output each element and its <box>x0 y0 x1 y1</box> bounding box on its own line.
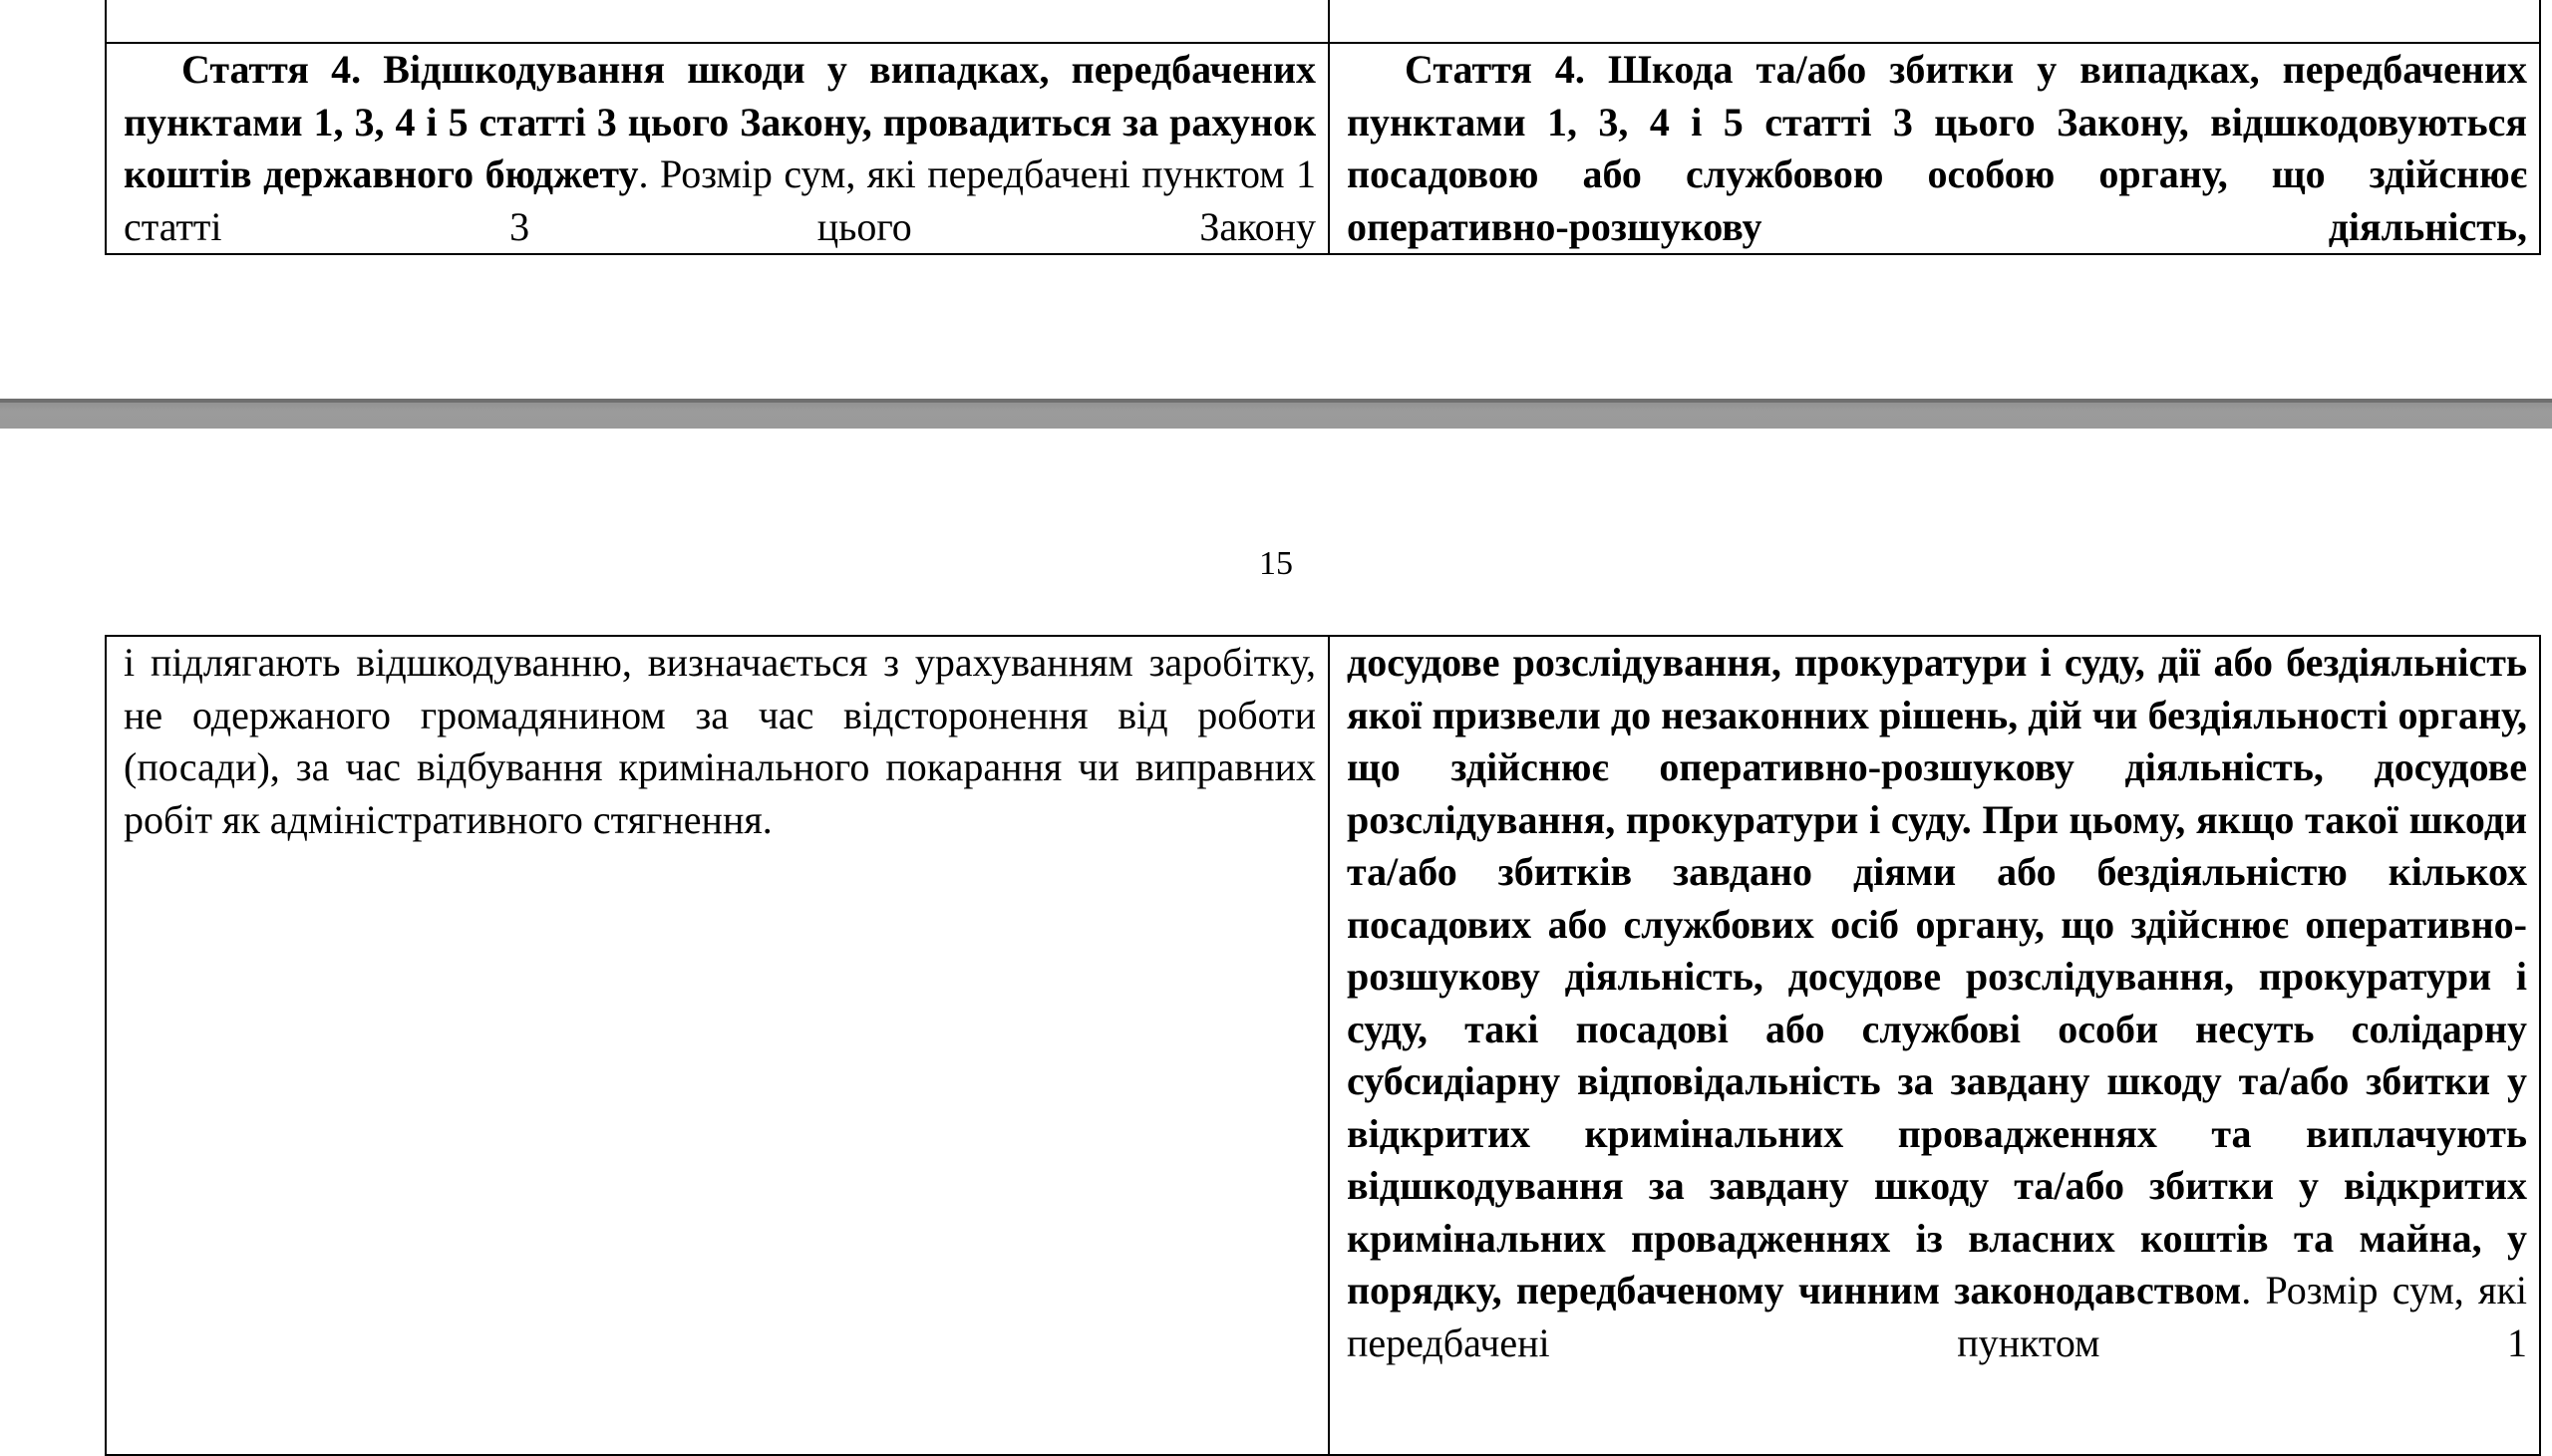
article-4-current-bold: Стаття 4. Відшкодування шкоди у випадках, передбачених пунктами 1, 3, 4 і 5 статті 3 цього Закону, провадиться за рахунок коштів державного бюджету <box>124 47 1316 196</box>
table-row-article-4 <box>106 43 2540 254</box>
table-fragment-bottom <box>105 635 2527 1452</box>
page-separator <box>0 399 2552 429</box>
table-fragment-top <box>105 0 2527 251</box>
table-row-continuation <box>106 636 2540 1455</box>
table-cell-proposed-continued <box>1329 636 2540 1455</box>
comparison-table-bottom <box>105 635 2541 1456</box>
article-4-current-text <box>124 44 1316 253</box>
table-cell-empty-left <box>106 0 1329 43</box>
table-row-empty <box>106 0 2540 43</box>
table-cell-current-version <box>106 43 1329 254</box>
previous-page <box>0 0 2552 399</box>
table-cell-current-continued <box>106 636 1329 1455</box>
table-cell-proposed-version <box>1329 43 2540 254</box>
current-continued-text: і підлягають відшкодуванню, визначається з урахуванням заробітку, не одержаного громадянином за час відсторонення від роботи (посади), за час відбування кримінального покарання чи виправних робіт як адміністративного стягнення. <box>124 640 1316 842</box>
comparison-table-top <box>105 0 2541 255</box>
page-number: 15 <box>1259 545 1293 582</box>
current-page <box>0 429 2552 1452</box>
proposed-continued-text <box>1347 637 2527 1369</box>
article-4-current-regular: . Розмір сум, які передбачені пунктом 1 статті 3 цього Закону <box>124 151 1316 249</box>
proposed-continued-bold: досудове розслідування, прокуратури і суду, дії або бездіяльність якої призвели до незаконних рішень, дій чи бездіяльності органу, що здійснює оперативно-розшукову діяльність, досудове розслідування, прокуратури і суду. При цьому, якщо такої шкоди та/або збитків завдано діями або бездіяльністю кількох посадових або службових осіб органу, що здійснює оперативно-розшукову діяльність, досудове розслідування, прокуратури і суду, такі посадові або службові особи несуть солідарну субсидіарну відповідальність за завдану шкоду та/або збитки у відкритих кримінальних провадженнях та виплачують відшкодування за завдану шкоду та/або збитки у відкритих кримінальних провадженнях із власних коштів та майна, у порядку, передбаченому чинним законодавством <box>1347 640 2527 1312</box>
article-4-proposed-text: Стаття 4. Шкода та/або збитки у випадках, передбачених пунктами 1, 3, 4 і 5 статті 3 цього Закону, відшкодовуються посадовою або службовою особою органу, що здійснює оперативно-розшукову діяльність, <box>1347 47 2527 249</box>
proposed-continued-regular: . Розмір сум, які передбачені пунктом 1 <box>1347 1268 2527 1365</box>
table-cell-empty-right <box>1329 0 2540 43</box>
